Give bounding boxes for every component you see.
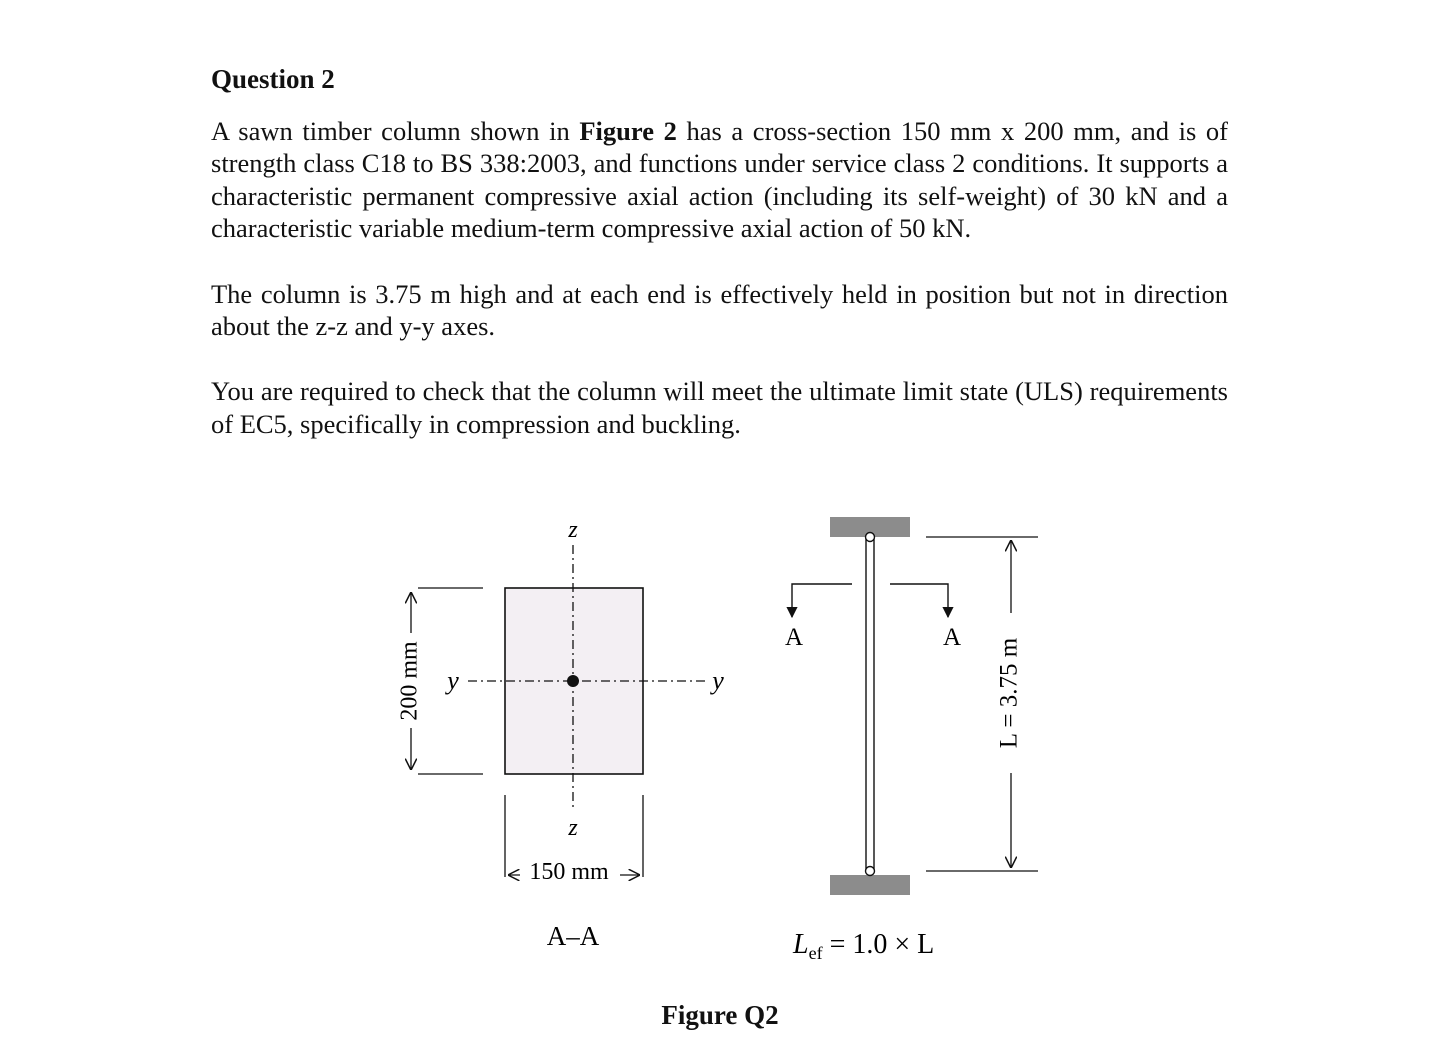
z-axis-label-bottom: z [568, 815, 578, 841]
figure-reference: Figure 2 [579, 116, 677, 146]
section-mark-left: A [784, 624, 804, 651]
figure-drawing [380, 505, 1060, 985]
section-marker-right [890, 584, 948, 617]
width-dimension-label: 150 mm [529, 859, 609, 885]
question-document [211, 60, 1228, 473]
top-pin [866, 533, 875, 542]
effective-length-symbol: L [793, 929, 809, 960]
y-axis-label-right: y [712, 666, 724, 695]
effective-length-expression: = 1.0 × L [822, 929, 935, 960]
figure-caption: Figure Q2 [661, 1000, 779, 1030]
column-elevation-view [785, 517, 1038, 963]
centroid-point [567, 675, 579, 687]
height-dimension-label: 200 mm [396, 641, 423, 721]
length-label: L = 3.75 m [995, 637, 1023, 749]
effective-length-formula [792, 929, 934, 963]
effective-length-subscript: ef [808, 943, 823, 963]
section-marker-left [792, 584, 852, 617]
y-axis-label-left: y [447, 666, 459, 695]
paragraph1-text-end: has a cross-section 150 mm x 200 mm, and is of strength class C18 to BS 338:2003, and functions under service class 2 conditions. It supports a characteristic permanent compressive axial action (including its self-weight) of 30 kN and a characteristic variable medium-term compressive axial action of 50 kN. [211, 116, 1228, 244]
bottom-support [830, 875, 910, 895]
section-label: A–A [546, 921, 600, 951]
paragraph-column-restraint: The column is 3.75 m high and at each end is effectively held in position but not in direction about the z-z and y-y axes. [211, 278, 1228, 342]
cross-section-view [397, 517, 725, 951]
paragraph-requirement: You are required to check that the column will meet the ultimate limit state (ULS) requirements of EC5, specifically in compression and buckling. [211, 376, 1228, 439]
paragraph1-text-start: A sawn timber column shown in [211, 116, 580, 146]
z-axis-label-top: z [568, 517, 578, 543]
bottom-pin [866, 867, 875, 876]
section-mark-right: A [942, 624, 962, 651]
paragraph-column-description [211, 115, 1228, 245]
question-title: Question 2 [211, 64, 335, 94]
figure-q2 [380, 505, 1060, 985]
